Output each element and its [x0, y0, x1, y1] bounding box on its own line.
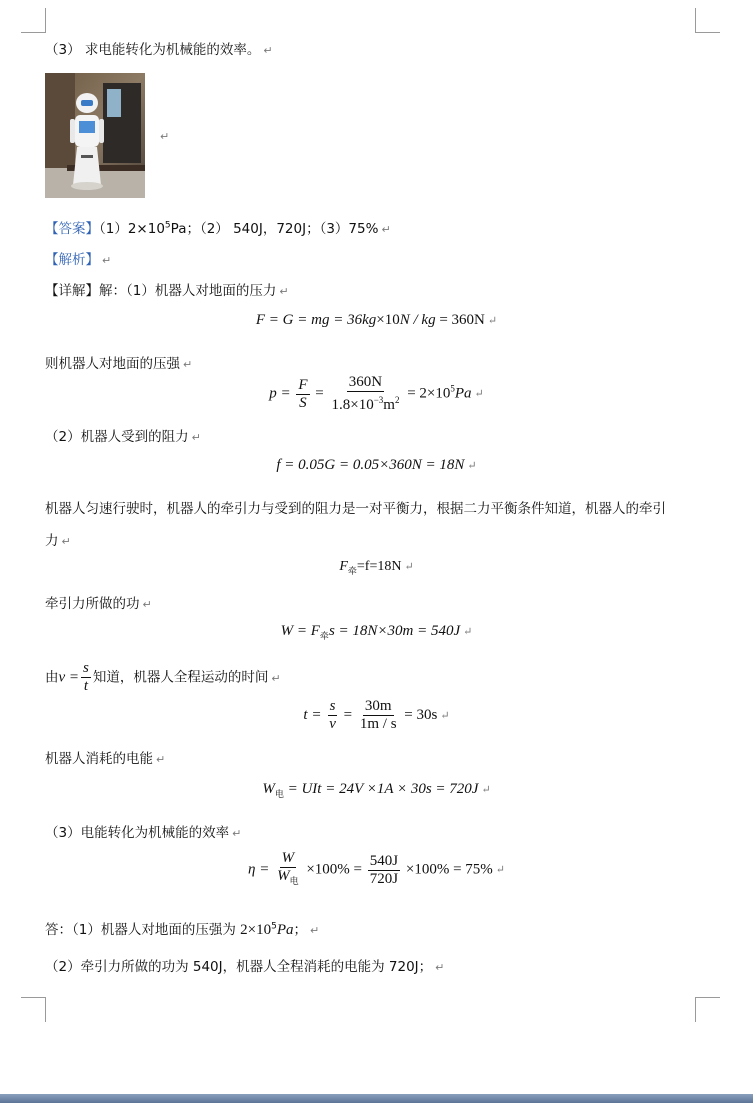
answer-line: 【答案】$(1)2\times 10^5Pa$；（2） 540J，720J；（3）75% ↵: [45, 220, 391, 237]
robot-photo: [45, 73, 145, 198]
efficiency-line: （3）电能转化为机械能的效率 ↵: [45, 825, 242, 841]
equation-force: F = G = mg = 36kg×10N / kg = 360N ↵: [255, 312, 498, 328]
page-corner-top-right: [695, 8, 720, 33]
equation-pressure: p = $\frac{F}{S}$ = $\frac{360N}{1.8\times 10^{-3}m^2}$ = $2\times 10^5Pa$ ↵: [269, 374, 484, 413]
detail-tag: 【详解】: [45, 283, 99, 299]
equation-resistance: f = 0.05G = 0.05×360N = 18N ↵: [276, 457, 477, 473]
window-bottom-bar: [0, 1094, 753, 1103]
page-corner-bottom-right: [695, 997, 720, 1022]
answer-tag: 【答案】: [45, 221, 99, 237]
work-line: 牵引力所做的功 ↵: [45, 596, 152, 612]
energy-line: 机器人消耗的电能 ↵: [45, 751, 166, 767]
conclusion-line-2: （2）牵引力所做的功为 540J，机器人全程消耗的电能为 720J； ↵: [45, 959, 445, 975]
analysis-line: 【解析】 ↵: [45, 252, 112, 268]
photo-paragraph-mark: ↵: [160, 130, 170, 143]
page-corner-bottom-left: [21, 997, 46, 1022]
balance-paragraph: 机器人匀速行驶时，机器人的牵引力与受到的阻力是一对平衡力，根据二力平衡条件知道，机器人的牵引: [45, 501, 666, 517]
velocity-line: 由v = $\frac{s}{t}$ 知道，机器人全程运动的时间 ↵: [45, 660, 281, 694]
resistance-line: （2）机器人受到的阻力 ↵: [45, 429, 201, 445]
equation-efficiency: η = $\frac{W}{W_电}$ ×100% = $\frac{540J}{720J}$ ×100% = 75% ↵: [248, 850, 505, 887]
balance-paragraph-end: 力 ↵: [45, 533, 71, 549]
detail-line: 【详解】解：（1）机器人对地面的压力 ↵: [45, 283, 289, 299]
question-3-line: （3） 求电能转化为机械能的效率。 ↵: [45, 42, 273, 58]
pressure-line: 则机器人对地面的压强 ↵: [45, 356, 193, 372]
conclusion-line-1: 答：（1）机器人对地面的压强为 $2\times 10^5Pa$； ↵: [45, 921, 320, 938]
equation-time: t = $\frac{s}{v}$ = $\frac{30m}{1m / s}$ = 30s ↵: [303, 698, 450, 732]
equation-work: $W = F_牵s = 18N\times 30m = 540J$ ↵: [280, 623, 473, 641]
analysis-tag: 【解析】: [45, 252, 99, 268]
equation-traction: $F_牵=f=18N$ ↵: [339, 559, 414, 576]
equation-energy: $W_电$ = UIt = 24V ×1A × 30s = 720J ↵: [262, 781, 491, 799]
page-corner-top-left: [21, 8, 46, 33]
